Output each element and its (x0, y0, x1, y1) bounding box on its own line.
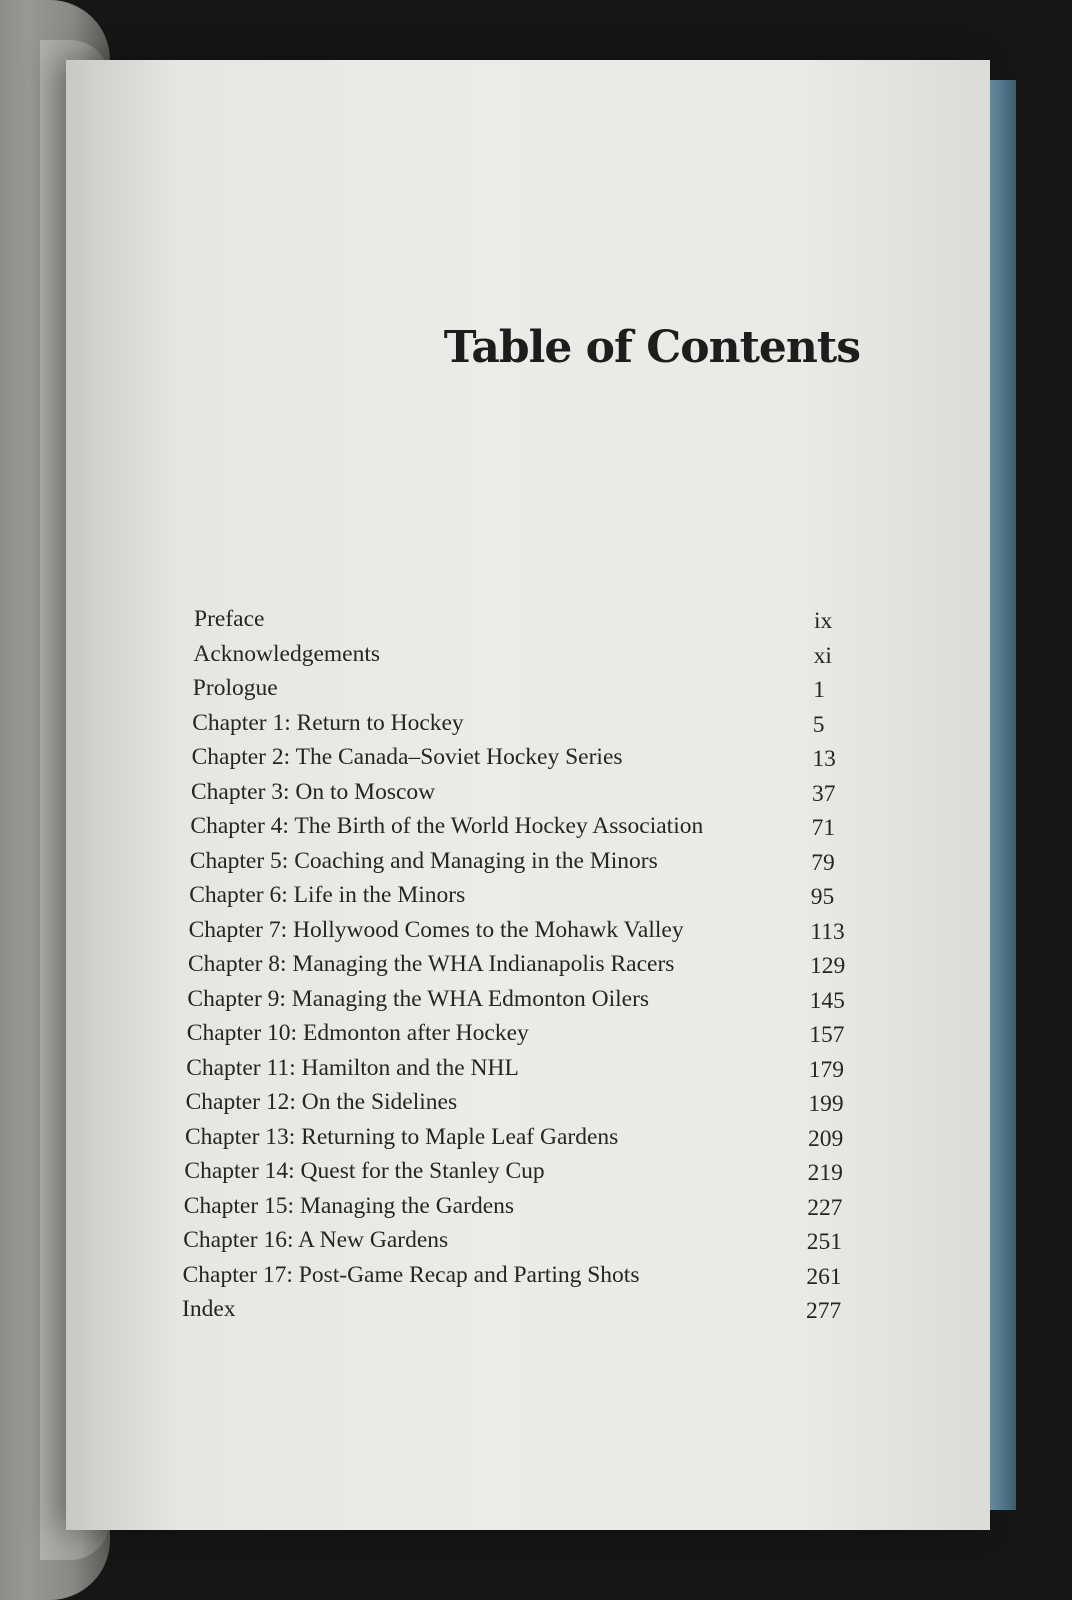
toc-entry-page-number: 129 (810, 953, 846, 979)
toc-entry-title: Prologue (192, 675, 278, 701)
toc-entry-title: Chapter 1: Return to Hockey (192, 709, 464, 736)
toc-entry (66, 606, 990, 641)
toc-entry-title: Chapter 16: A New Gardens (183, 1227, 449, 1253)
toc-entry-page-number: ix (814, 608, 833, 634)
toc-entry-title: Chapter 9: Managing the WHA Edmonton Oilers (187, 985, 650, 1012)
toc-entry-page-number: 179 (808, 1056, 845, 1083)
toc-entry-page-number: 227 (807, 1194, 843, 1221)
toc-entry (66, 1227, 990, 1262)
toc-entry (66, 1158, 990, 1193)
toc-entry (66, 1124, 990, 1159)
toc-entry-title: Acknowledgements (193, 640, 381, 667)
toc-entry-page-number: 145 (809, 987, 845, 1014)
toc-entry-page-number: 95 (810, 884, 835, 910)
toc-entry (66, 882, 990, 917)
toc-entry-title: Chapter 10: Edmonton after Hockey (186, 1020, 529, 1046)
toc-entry-title: Chapter 7: Hollywood Comes to the Mohawk Valley (188, 916, 684, 943)
toc-entry (66, 710, 990, 745)
toc-entry (66, 1296, 990, 1331)
toc-entry-page-number: 13 (812, 746, 836, 772)
toc-entry-title: Chapter 6: Life in the Minors (189, 882, 466, 908)
toc-entry-title: Chapter 3: On to Moscow (191, 778, 436, 805)
toc-entry (66, 917, 990, 952)
toc-entry-page-number: 277 (806, 1298, 842, 1324)
toc-entry-page-number: xi (813, 642, 832, 669)
toc-entry (66, 986, 990, 1021)
toc-entry-title: Chapter 4: The Birth of the World Hockey Association (190, 813, 704, 839)
toc-entry-page-number: 71 (811, 815, 836, 841)
toc-entry (66, 1262, 990, 1297)
toc-entry-title: Chapter 2: The Canada–Soviet Hockey Series (191, 744, 623, 770)
toc-entry (66, 1193, 990, 1228)
toc-entry (66, 675, 990, 710)
toc-entry-title: Preface (194, 606, 265, 632)
book-page (66, 60, 990, 1530)
toc-entry (66, 641, 990, 676)
toc-entry-title: Chapter 17: Post-Game Recap and Parting Shots (182, 1261, 640, 1288)
toc-entry-page-number: 79 (811, 849, 835, 876)
toc-entry (66, 951, 990, 986)
toc-entry (66, 744, 990, 779)
toc-entry-page-number: 5 (812, 711, 825, 738)
toc-entry-page-number: 261 (806, 1263, 842, 1290)
toc-entry (66, 1089, 990, 1124)
toc-entry-page-number: 199 (808, 1091, 844, 1117)
toc-entry-title: Chapter 11: Hamilton and the NHL (186, 1054, 519, 1081)
toc-entry-title: Chapter 13: Returning to Maple Leaf Gardens (185, 1123, 619, 1150)
page-title: Table of Contents (443, 322, 860, 373)
toc-entry-title: Chapter 5: Coaching and Managing in the Minors (189, 847, 658, 874)
toc-entry (66, 848, 990, 883)
toc-entry-page-number: 113 (810, 918, 845, 945)
toc-entry-page-number: 219 (807, 1160, 843, 1186)
toc-entry-title: Chapter 15: Managing the Gardens (183, 1192, 515, 1219)
toc-entry (66, 779, 990, 814)
toc-entry-page-number: 251 (806, 1229, 843, 1255)
toc-entry-page-number: 157 (809, 1022, 845, 1048)
toc-entry-title: Chapter 8: Managing the WHA Indianapolis Racers (188, 951, 675, 977)
toc-entry-page-number: 37 (812, 780, 836, 807)
toc-entry-title: Chapter 14: Quest for the Stanley Cup (184, 1158, 545, 1184)
toc-entry (66, 1055, 990, 1090)
toc-entry-page-number: 209 (808, 1125, 844, 1152)
toc-entry-title: Index (182, 1296, 236, 1322)
toc-entry-title: Chapter 12: On the Sidelines (185, 1089, 458, 1115)
toc-entry (66, 813, 990, 848)
table-of-contents-list (66, 606, 990, 1331)
toc-entry-page-number: 1 (813, 677, 825, 703)
toc-entry (66, 1020, 990, 1055)
